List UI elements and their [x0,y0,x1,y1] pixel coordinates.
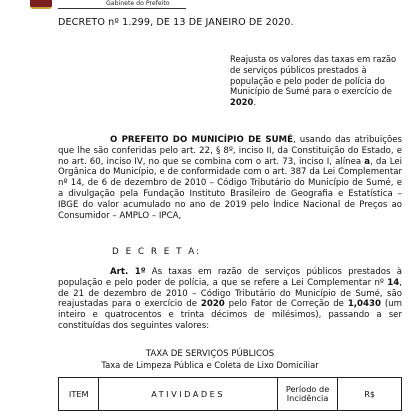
header-periodo: Período de Incidência [277,378,338,411]
ementa [230,54,400,108]
article-text-1: As taxas em razão de serviços públicos prestados à população e pelo poder de polícia, a que se refere a Lei Complementar nº [58,267,402,288]
office-header: Gabinete do Prefeito [106,0,170,7]
mayor-title: O PREFEITO DO MUNICÍPIO DE SUMÉ [110,135,293,145]
header-valor: R$ [338,378,402,411]
ementa-end: . [253,97,256,108]
article-text-4: (um inteiro e quatrocentos e trinta décimos de milésimos), passando a ser constituídas dos seguintes valores: [58,299,402,331]
section-subtitle: Taxa de Limpeza Pública e Coleta de Lixo Domiciliar [101,360,319,370]
article-text-2: , de 21 de dezembro de 2010 – Código Tributário do Município de Sumé, são reajustadas para o exercício de [58,277,402,310]
article-year: 2020 [200,299,225,310]
preamble-text-2: , da Lei Orgânica do Município, e de conformidade com o art. 387 da Lei Complementar nº 14, de 6 de dezembro de 2010 – Código Tributário do Município de Sumé, e a divulgação pela Fundação Instituto Brasileiro de Geografia e Estatística – IBGE do valor acumulado no ano de 2019 pelo Índice Nacional de Preços ao Consumidor – AMPLO – IPCA, [58,156,403,221]
ementa-year: 2020 [230,97,254,108]
preamble-text-1: , usando das atribuições que lhe são conferidas pelo art. 22, § 8º, inciso II, da Constituição do Estado, e no art. 60, inciso IV, no que se combina com o art. 73, inciso I, alínea [58,135,402,167]
decree-number: nº 1.299, DE 13 DE JANEIRO DE 2020. [108,17,294,28]
decree-title [58,17,294,28]
preamble-alinea: a [364,156,371,167]
ementa-text: Reajusta os valores das taxas em razão de serviços públicos prestados à população e pelo poder de polícia do Município de Sumé para o exercício de [230,54,397,97]
header-divider [58,8,186,9]
decreta-heading: D E C R E T A: [112,247,202,257]
section-title: TAXA DE SERVIÇOS PÚBLICOS [145,349,275,359]
article-1-paragraph [58,267,402,332]
fees-table [58,377,402,411]
municipal-crest-icon [30,0,52,9]
table-header-row [59,378,402,411]
header-atividades: ATIVIDADES [99,378,277,411]
article-text-3: pelo Fator de Correção de [224,299,348,310]
header-item: ITEM [59,378,99,411]
article-label: Art. 1º [110,267,146,277]
preamble-paragraph [58,135,402,221]
article-law-number: 14 [387,277,400,288]
decree-label: DECRETO [58,17,105,28]
article-factor: 1,0430 [347,299,381,310]
